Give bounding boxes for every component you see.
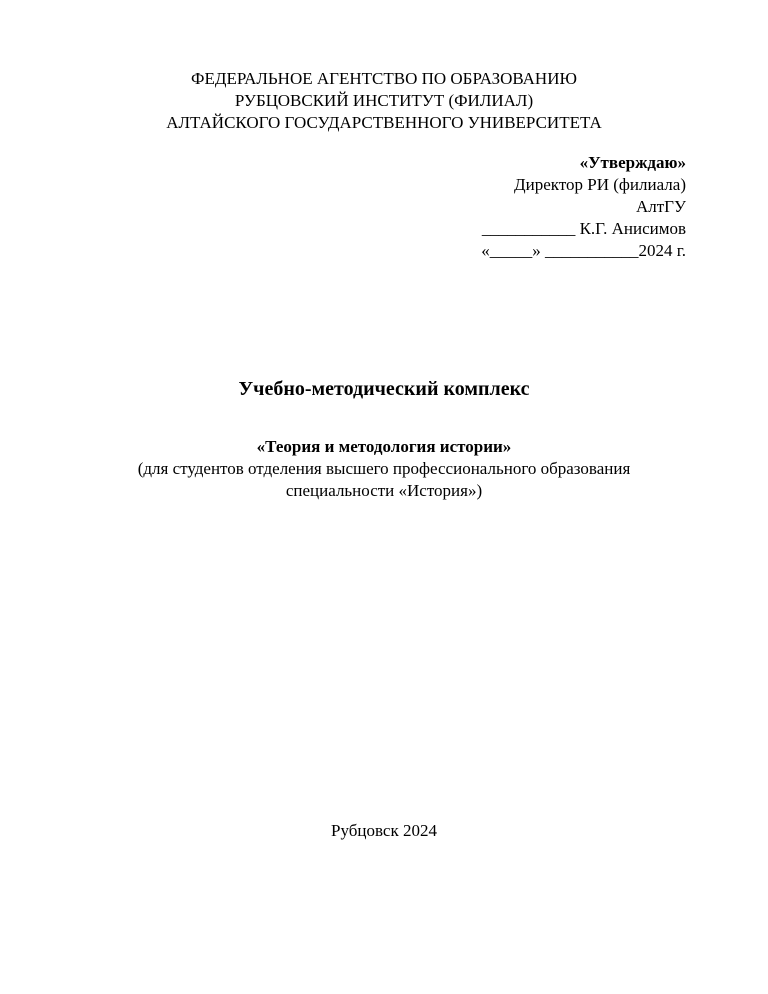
approval-date-line: «_____» ___________2024 г. <box>481 241 686 260</box>
header-line-institute: РУБЦОВСКИЙ ИНСТИТУТ (ФИЛИАЛ) <box>234 91 534 110</box>
approval-block <box>286 152 686 262</box>
signature-line: ___________ К.Г. Анисимов <box>481 219 686 238</box>
course-description-line2: специальности «История») <box>285 481 483 500</box>
course-description-line1: (для студентов отделения высшего профессионального образования <box>137 459 631 478</box>
header-line-university: АЛТАЙСКОГО ГОСУДАРСТВЕННОГО УНИВЕРСИТЕТА <box>166 113 602 132</box>
document-title: Учебно-методический комплекс <box>238 378 530 400</box>
course-name: «Теория и методология истории» <box>256 437 512 456</box>
course-block <box>0 436 768 502</box>
footer-city-year: Рубцовск 2024 <box>331 821 437 840</box>
organization-header <box>0 68 768 134</box>
header-line-agency: ФЕДЕРАЛЬНОЕ АГЕНТСТВО ПО ОБРАЗОВАНИЮ <box>191 69 577 88</box>
approval-heading: «Утверждаю» <box>579 153 686 172</box>
approver-organization: АлтГУ <box>635 197 686 216</box>
approver-position: Директор РИ (филиала) <box>514 175 686 194</box>
